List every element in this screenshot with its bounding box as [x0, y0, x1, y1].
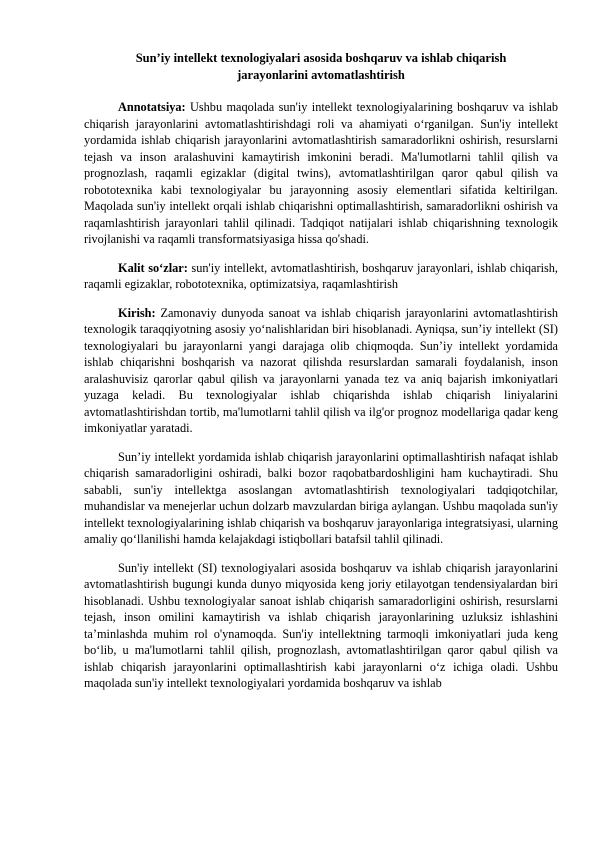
intro-label: Kirish: — [118, 305, 156, 320]
body-paragraph-2: Sun’iy intellekt yordamida ishlab chiqarish jarayonlarini optimallashtirish nafaqat ishlab chiqarish samaradorligini oshiradi, balki bozor raqobatbardoshligini ham kuchaytiradi. Shu sababli, sun'iy intellektga asoslangan avtomatlashtirish texnologiyalari tadqiqotchilar, muhandislar va menejerlar uchun dolzarb mavzulardan biriga aylangan. Ushbu maqolada sun'iy intellekt texnologiyalarining ishlab chiqarish va boshqaruv jarayonlariga integratsiyasi, ularning amaliy qo‘llanilishi hamda kelajakdagi istiqbollari batafsil tahlil qilinadi. — [84, 449, 558, 546]
keywords-label: Kalit so‘zlar: — [118, 260, 188, 275]
intro-text: Zamonaviy dunyoda sanoat va ishlab chiqarish jarayonlarini avtomatlashtirish texnologik taraqqiyotning asosiy yo‘nalishlaridan biri hisoblanadi. Ayniqsa, sun’iy intellekt (SI) texnologiyalari bu jarayonlarni yangi darajaga olib chiqmoqda. Sun’iy intellekt yordamida ishlab chiqarishni boshqarish va nazorat qilishda resurslardan samarali foydalanish, inson aralashuvisiz qarorlar qabul qilish va jarayonlarni yanada tez va aniq bajarish imkoniyatlari yuzaga keladi. Bu texnologiyalar ishlab chiqarishda ishlab chiqarish liniyalarini avtomatlashtirishdan tortib, ma'lumotlarni tahlil qilish va ilg'or prognoz modellariga qadar keng imkoniyatlar yaratadi. — [84, 305, 558, 435]
keywords-paragraph — [84, 260, 558, 293]
intro-paragraph — [84, 305, 558, 437]
paper-title — [84, 50, 558, 84]
title-line-1: Sun’iy intellekt texnologiyalari asosida boshqaruv va ishlab chiqarish — [135, 51, 507, 65]
keywords-text: sun'iy intellekt, avtomatlashtirish, boshqaruv jarayonlari, ishlab chiqarish, raqamli egizaklar, robototexnika, optimizatsiya, raqamlashtirish — [84, 260, 558, 291]
title-line-2: jarayonlarini avtomatlashtirish — [237, 68, 405, 82]
body-paragraph-3: Sun'iy intellekt (SI) texnologiyalari asosida boshqaruv va ishlab chiqarish jarayonlarini avtomatlashtirish bugungi kunda dunyo miqyosida keng joriy etilayotgan tendensiyalardan biri hisoblanadi. Ushbu texnologiyalar sanoat ishlab chiqarish samaradorligini oshirish, resurslarni tejash, inson omilini kamaytirish va ishlab chiqarish jarayonlarining uzluksiz ishlashini ta’minlashda muhim rol o'ynamoqda. Sun'iy intellektning tarmoqli imkoniyatlari juda keng bo‘lib, u ma'lumotlarni tahlil qilish, prognozlash, avtomatlashtirilgan qaror qabul qilish va ishlab chiqarish jarayonlarini optimallashtirish kabi jarayonlarni o‘z ichiga oladi. Ushbu maqolada sun'iy intellekt texnologiyalari yordamida boshqaruv va ishlab — [84, 560, 558, 690]
abstract-paragraph — [84, 99, 558, 248]
abstract-label: Annotatsiya: — [118, 100, 186, 114]
abstract-text: Ushbu maqolada sun'iy intellekt texnologiyalarining boshqaruv va ishlab chiqarish jarayonlarini avtomatlashtirishdagi roli va ahamiyati o‘rganilgan. Sun'iy intellekt yordamida ishlab chiqarish jarayonlarini avtomatlashtirish samaradorlikni oshirish, resurslarni tejash va inson aralashuvini kamaytirish imkonini beradi. Ma'lumotlarni tahlil qilish va prognozlash, raqamli egizaklar (digital twins), avtomatlashtirilgan qaror qabul qilish va robototexnika kabi texnologiyalar bu jarayonning asosiy elementlari sifatida keltirilgan. Maqolada sun'iy intellekt orqali ishlab chiqarishni optimallashtirish, samaradorlikni oshirish va raqamlashtirish jarayonlari tahlil qilinadi. Tadqiqot natijalari ishlab chiqarishning texnologik rivojlanishi va raqamli transformatsiyasiga hissa qo'shadi. — [84, 100, 558, 246]
